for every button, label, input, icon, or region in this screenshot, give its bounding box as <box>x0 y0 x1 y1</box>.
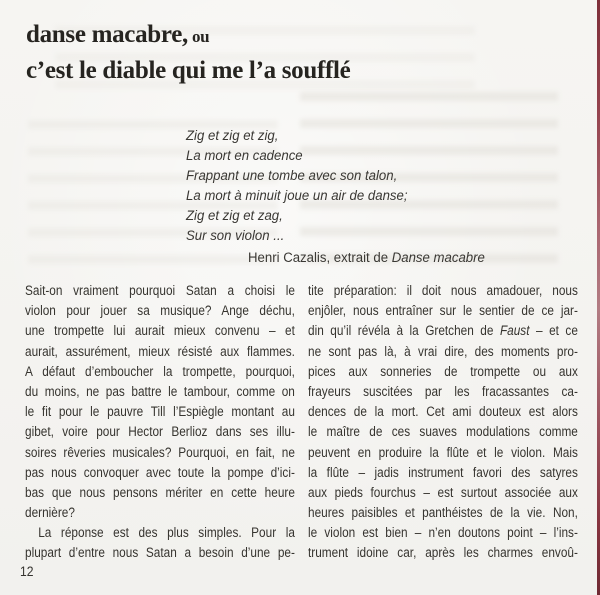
body-text-line <box>25 362 295 382</box>
body-text-line <box>25 382 295 402</box>
body-text-line <box>308 402 578 422</box>
text-segment: din qu’il révéla à la Gretchen de <box>308 323 500 339</box>
text-segment: ne sont pas là, à vrai dire, des moments pro- <box>308 343 578 359</box>
poem-line: La mort à minuit joue un air de danse; <box>186 188 408 204</box>
body-text-line <box>308 321 578 341</box>
poem-line: Sur son violon ... <box>186 228 285 244</box>
body-text-line <box>308 382 578 402</box>
text-segment: La réponse est des plus simples. Pour la <box>38 525 295 541</box>
text-segment: la flûte – jadis instrument favori des satyres <box>308 464 578 480</box>
text-segment: aux pieds fourchus – est surtout associée aux <box>308 484 578 500</box>
body-text-line <box>25 301 295 321</box>
body-text-line <box>25 503 295 523</box>
text-segment: violon pour jouer sa musique? Ange déchu, <box>25 303 295 319</box>
text-segment: une trompette lui aurait mieux convenu – et <box>25 323 295 339</box>
text-segment: le violon est bien – n’en doutons point – l’ins- <box>308 525 578 541</box>
chapter-title <box>26 18 350 88</box>
text-segment: trument idoine car, après les charmes envoû- <box>308 545 578 561</box>
title-line1-main: danse macabre, <box>26 21 188 48</box>
body-text-line <box>25 342 295 362</box>
epigraph-attribution <box>248 250 555 266</box>
text-segment: dernière? <box>25 505 75 521</box>
body-text-line <box>308 362 578 382</box>
body-text-line <box>25 281 295 301</box>
body-text-line <box>25 422 295 442</box>
text-segment: tite préparation: il doit nous amadouer, nous <box>308 283 578 298</box>
text-segment: heures paisibles et panthéistes de la vie. Non, <box>308 505 578 521</box>
text-segment: le fit pour le pauvre Till l’Espiègle montant au <box>25 404 295 420</box>
text-segment: peuvent en produire la flûte et le violon. Mais <box>308 444 578 460</box>
body-text-line <box>308 483 578 503</box>
text-segment: plupart d’entre nous Satan a besoin d’une pe- <box>25 545 295 561</box>
text-segment: gibet, voire pour Hector Berlioz dans ses illu- <box>25 424 295 440</box>
text-segment: A défaut d’emboucher la trompette, pourquoi, <box>25 363 295 379</box>
poem-line: Zig et zig et zag, <box>186 208 283 224</box>
text-segment: Sait-on vraiment pourquoi Satan a choisi le <box>25 283 295 298</box>
poem-line: Zig et zig et zig, <box>186 128 279 144</box>
title-line1-suffix: ou <box>188 27 210 46</box>
text-segment: pices aux sonneries de trompette ou aux <box>308 363 578 379</box>
body-text-line <box>308 301 578 321</box>
chapter-title-line1 <box>26 18 350 54</box>
italic-term: Faust <box>499 323 530 339</box>
body-text-line <box>25 321 295 341</box>
text-segment: du moins, ne pas battre le tambour, comme on <box>25 383 295 399</box>
body-column-right <box>308 281 578 564</box>
text-segment: le maître de ces suaves modulations comme <box>308 424 578 440</box>
body-text-line <box>25 402 295 422</box>
epigraph-poem <box>186 126 465 246</box>
body-text-line <box>25 463 295 483</box>
text-segment: dences de la mort. Cet ami douteux est alors <box>308 404 578 420</box>
body-text-line <box>25 443 295 463</box>
body-text-line <box>308 463 578 483</box>
body-text-line <box>308 503 578 523</box>
body-text-line <box>308 422 578 442</box>
body-text-line <box>308 523 578 543</box>
body-text-line <box>308 281 578 301</box>
body-column-left <box>25 281 295 564</box>
body-text-line <box>308 342 578 362</box>
text-segment: aurait, assurément, mieux résisté aux flammes. <box>25 343 295 359</box>
text-segment: soires rêveries musicales? Pourquoi, en fait, ne <box>25 444 295 460</box>
attribution-work-title: Danse macabre <box>391 250 485 266</box>
text-segment: enjôler, nous entraîner sur le sentier de ce jar- <box>308 303 578 319</box>
body-text-line <box>308 543 578 563</box>
poem-line: Frappant une tombe avec son talon, <box>186 168 398 184</box>
poem-line: La mort en cadence <box>186 148 303 164</box>
attribution-author: Henri Cazalis, extrait de <box>248 250 392 266</box>
body-text-line <box>25 483 295 503</box>
text-segment: frayeurs suscitées par les fracassantes ca- <box>308 383 578 399</box>
page-number: 12 <box>20 564 34 579</box>
body-text-line <box>25 543 295 563</box>
body-text-line <box>308 443 578 463</box>
chapter-title-line2: c’est le diable qui me l’a soufflé <box>26 57 351 84</box>
text-segment: pas nous convoquer avec toute la pompe d’ici- <box>25 464 295 480</box>
body-text-line <box>25 523 295 543</box>
text-segment: bas que nous pensons mériter en cette heure <box>25 484 295 500</box>
text-segment: – et ce <box>529 323 578 339</box>
